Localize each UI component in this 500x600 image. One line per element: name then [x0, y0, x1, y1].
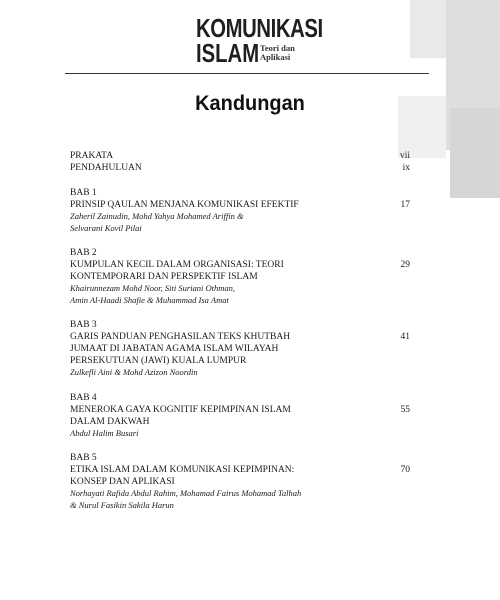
- toc-page-number: 29: [400, 260, 410, 270]
- book-title-header: [196, 13, 336, 68]
- toc-entry-title: PRAKATA: [70, 151, 114, 161]
- chapter-title-row: [70, 404, 410, 416]
- book-subtitle: [260, 44, 295, 62]
- toc-page-number: 17: [400, 200, 410, 210]
- toc-chapter-3[interactable]: [70, 319, 410, 379]
- toc-entry-title: PENDAHULUAN: [70, 163, 142, 173]
- chapter-authors-line: Zulkefli Aini & Mohd Azizon Noordin: [70, 367, 198, 377]
- chapter-title-line: KUMPULAN KECIL DALAM ORGANISASI: TEORI: [70, 260, 284, 270]
- front-matter-group: [70, 150, 410, 174]
- chapter-title-line: JUMAAT DI JABATAN AGAMA ISLAM WILAYAH: [70, 344, 279, 354]
- toc-entry-pendahuluan[interactable]: [70, 162, 410, 174]
- chapter-authors-line: Khairunnezam Mohd Noor, Siti Suriani Othman,: [70, 283, 236, 293]
- book-subtitle-line1: Teori dan: [260, 43, 295, 53]
- chapter-title-line: MENEROKA GAYA KOGNITIF KEPIMPINAN ISLAM: [70, 404, 291, 415]
- toc-chapter-1[interactable]: [70, 187, 410, 234]
- chapter-authors-line: Selvarani Kovil Pilai: [70, 222, 142, 233]
- toc-entry-prakata[interactable]: [70, 150, 410, 162]
- header-rule: [65, 73, 429, 74]
- toc-chapter-5[interactable]: [70, 452, 410, 511]
- book-subtitle-line2: Aplikasi: [260, 52, 291, 62]
- toc-page-number: 41: [400, 332, 410, 342]
- chapter-title-row: [70, 464, 410, 476]
- page-heading: Kandungan: [195, 92, 305, 115]
- chapter-title-row: [70, 199, 410, 211]
- chapter-title-line: KONSEP DAN APLIKASI: [70, 477, 175, 487]
- toc-chapter-2[interactable]: [70, 247, 410, 306]
- toc-page-number: vii: [399, 151, 410, 161]
- book-title-line1: KOMUNIKASI: [196, 13, 323, 43]
- chapter-authors-line: Amin Al-Haadi Shafie & Muhammad Isa Amat: [70, 294, 229, 305]
- chapter-label: BAB 3: [70, 320, 97, 330]
- toc-page-number: 70: [400, 465, 410, 475]
- toc-page-number: ix: [402, 163, 410, 173]
- chapter-label: BAB 5: [70, 453, 97, 463]
- chapter-label: BAB 4: [70, 392, 97, 403]
- toc-chapter-4[interactable]: [70, 392, 410, 440]
- chapter-title-line: GARIS PANDUAN PENGHASILAN TEKS KHUTBAH: [70, 332, 291, 342]
- chapter-title-line: PERSEKUTUAN (JAWI) KUALA LUMPUR: [70, 356, 247, 366]
- decorative-block: [450, 108, 500, 198]
- chapter-title-line: DALAM DAKWAH: [70, 416, 150, 427]
- chapter-title-row: [70, 331, 410, 343]
- chapter-title-row: [70, 259, 410, 271]
- chapter-authors-line: Zaheril Zainudin, Mohd Yahya Mohamed Ariffin &: [70, 211, 244, 221]
- table-of-contents: [70, 150, 410, 524]
- chapter-label: BAB 2: [70, 248, 97, 258]
- chapter-authors-line: & Nurul Fasikin Sakila Harun: [70, 499, 174, 510]
- chapter-title-line: ETIKA ISLAM DALAM KOMUNIKASI KEPIMPINAN:: [70, 465, 295, 475]
- chapter-label: BAB 1: [70, 188, 97, 198]
- chapter-authors-line: Abdul Halim Busari: [70, 427, 139, 438]
- decorative-block: [410, 0, 446, 58]
- chapter-title-line: KONTEMPORARI DAN PERSPEKTIF ISLAM: [70, 272, 258, 282]
- chapter-authors-line: Norhayati Rafida Abdul Rahim, Mohamad Fairus Mohamad Talhah: [70, 488, 302, 498]
- toc-page-number: 55: [400, 404, 410, 415]
- book-title-row2: [196, 38, 336, 68]
- chapter-title-line: PRINSIP QAULAN MENJANA KOMUNIKASI EFEKTIF: [70, 200, 299, 210]
- book-title-line2: ISLAM: [196, 38, 260, 68]
